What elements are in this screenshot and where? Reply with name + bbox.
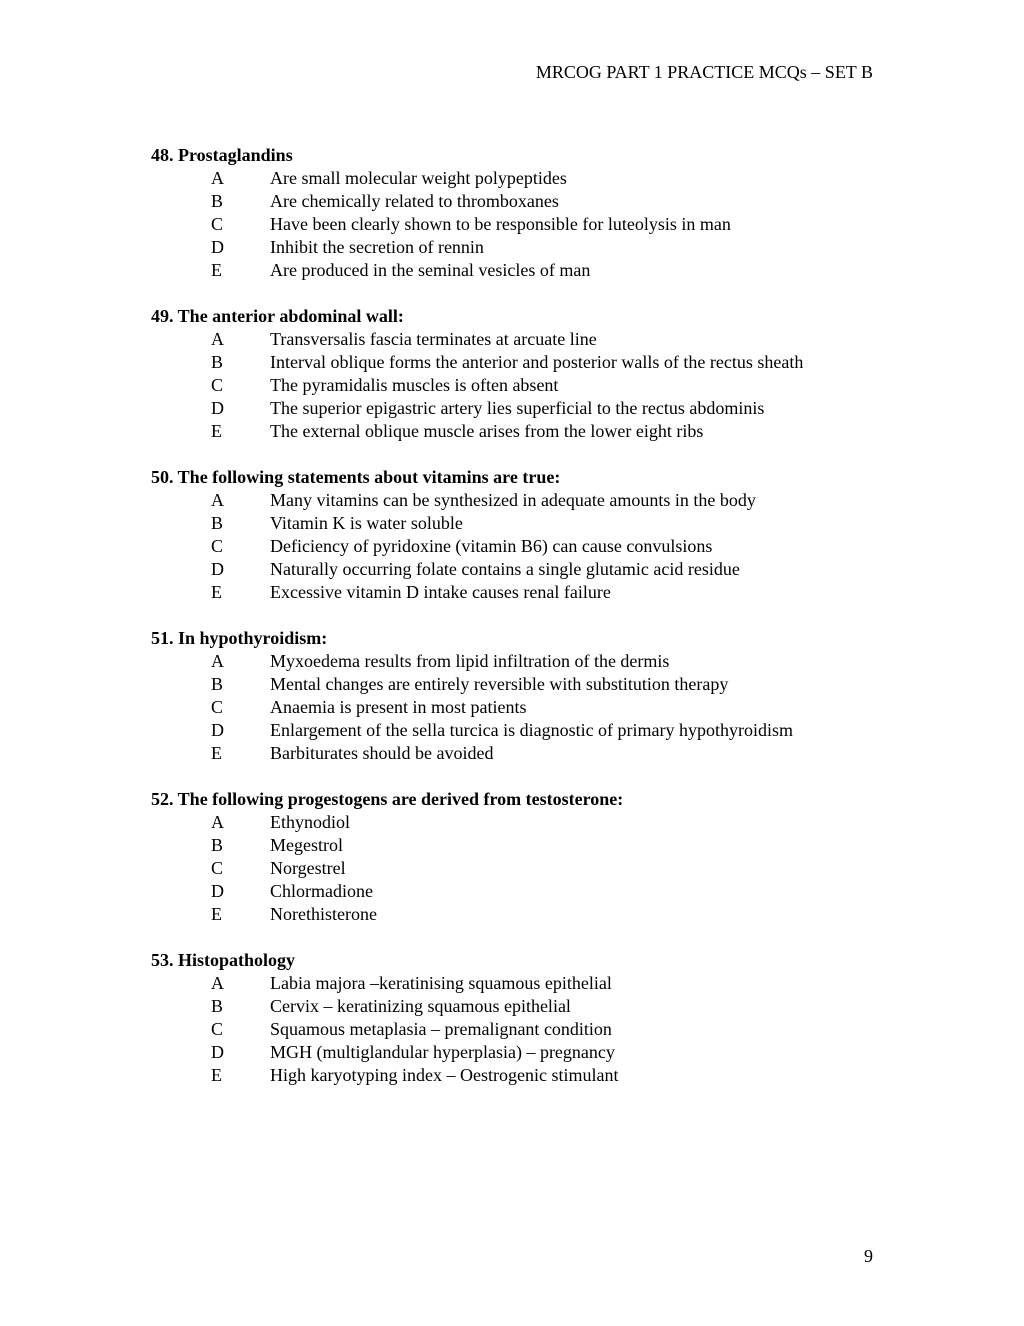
option-row <box>151 512 881 535</box>
option-row <box>151 397 881 420</box>
option-text: Transversalis fascia terminates at arcuate line <box>270 329 597 349</box>
question-53 <box>151 949 881 1087</box>
option-letter: E <box>211 904 222 924</box>
option-letter: D <box>211 1042 224 1062</box>
option-row <box>151 673 881 696</box>
option-letter: C <box>211 1019 224 1039</box>
option-row <box>151 328 881 351</box>
question-title: 52. The following progestogens are derived from testosterone: <box>151 789 624 809</box>
option-row <box>151 236 881 259</box>
option-row <box>151 972 881 995</box>
option-text: Many vitamins can be synthesized in adequate amounts in the body <box>270 490 756 510</box>
option-row <box>151 581 881 604</box>
option-text: MGH (multiglandular hyperplasia) – pregnancy <box>270 1042 615 1062</box>
option-row <box>151 1018 881 1041</box>
question-51 <box>151 627 881 765</box>
option-text: Vitamin K is water soluble <box>270 513 463 533</box>
option-letter: D <box>211 237 224 257</box>
question-50 <box>151 466 881 604</box>
option-text: Megestrol <box>270 835 343 855</box>
option-text: Barbiturates should be avoided <box>270 743 494 763</box>
question-52 <box>151 788 881 926</box>
option-letter: D <box>211 720 224 740</box>
option-text: Inhibit the secretion of rennin <box>270 237 484 257</box>
option-row <box>151 719 881 742</box>
option-text: Cervix – keratinizing squamous epithelial <box>270 996 571 1016</box>
question-title: 49. The anterior abdominal wall: <box>151 306 404 326</box>
option-text: Deficiency of pyridoxine (vitamin B6) can cause convulsions <box>270 536 713 556</box>
option-row <box>151 696 881 719</box>
question-49 <box>151 305 881 443</box>
option-letter: C <box>211 858 224 878</box>
option-row <box>151 903 881 926</box>
option-letter: C <box>211 214 224 234</box>
option-letter: B <box>211 674 224 694</box>
option-letter: A <box>211 973 224 993</box>
option-text: Squamous metaplasia – premalignant condition <box>270 1019 612 1039</box>
option-text: Myxoedema results from lipid infiltration of the dermis <box>270 651 670 671</box>
option-row <box>151 834 881 857</box>
option-row <box>151 995 881 1018</box>
option-text: Are produced in the seminal vesicles of man <box>270 260 591 280</box>
option-letter: A <box>211 651 224 671</box>
option-text: Norgestrel <box>270 858 346 878</box>
option-letter: B <box>211 513 224 533</box>
option-row <box>151 489 881 512</box>
option-text: Have been clearly shown to be responsible for luteolysis in man <box>270 214 731 234</box>
option-text: Norethisterone <box>270 904 377 924</box>
option-letter: B <box>211 835 224 855</box>
question-title: 51. In hypothyroidism: <box>151 628 328 648</box>
option-text: The pyramidalis muscles is often absent <box>270 375 559 395</box>
option-row <box>151 190 881 213</box>
option-letter: E <box>211 743 222 763</box>
question-list <box>151 144 881 1110</box>
question-title: 53. Histopathology <box>151 950 296 970</box>
option-letter: C <box>211 697 224 717</box>
option-row <box>151 650 881 673</box>
option-letter: A <box>211 329 224 349</box>
option-text: Enlargement of the sella turcica is diagnostic of primary hypothyroidism <box>270 720 794 740</box>
option-row <box>151 374 881 397</box>
option-letter: D <box>211 881 224 901</box>
option-row <box>151 558 881 581</box>
option-row <box>151 351 881 374</box>
option-row <box>151 811 881 834</box>
option-row <box>151 167 881 190</box>
option-text: Mental changes are entirely reversible with substitution therapy <box>270 674 729 694</box>
option-letter: C <box>211 375 224 395</box>
page-number: 9 <box>864 1246 873 1266</box>
option-letter: E <box>211 421 222 441</box>
question-48 <box>151 144 881 282</box>
option-row <box>151 213 881 236</box>
option-row <box>151 742 881 765</box>
option-letter: A <box>211 812 224 832</box>
option-text: Labia majora –keratinising squamous epithelial <box>270 973 612 993</box>
option-row <box>151 880 881 903</box>
option-text: Excessive vitamin D intake causes renal failure <box>270 582 611 602</box>
option-row <box>151 1064 881 1087</box>
option-row <box>151 1041 881 1064</box>
page-header: MRCOG PART 1 PRACTICE MCQs – SET B <box>535 62 873 82</box>
option-letter: E <box>211 1065 222 1085</box>
option-letter: C <box>211 536 224 556</box>
option-text: Naturally occurring folate contains a single glutamic acid residue <box>270 559 740 579</box>
option-text: Are chemically related to thromboxanes <box>270 191 559 211</box>
option-letter: A <box>211 490 224 510</box>
question-title: 48. Prostaglandins <box>151 145 293 165</box>
option-letter: B <box>211 996 224 1016</box>
option-text: Chlormadione <box>270 881 373 901</box>
option-letter: B <box>211 191 224 211</box>
option-text: The external oblique muscle arises from the lower eight ribs <box>270 421 704 441</box>
option-letter: D <box>211 398 224 418</box>
question-title: 50. The following statements about vitamins are true: <box>151 467 561 487</box>
option-letter: A <box>211 168 224 188</box>
option-text: Are small molecular weight polypeptides <box>270 168 567 188</box>
option-row <box>151 857 881 880</box>
option-text: The superior epigastric artery lies superficial to the rectus abdominis <box>270 398 765 418</box>
option-letter: E <box>211 260 222 280</box>
option-row <box>151 420 881 443</box>
option-row <box>151 535 881 558</box>
option-text: High karyotyping index – Oestrogenic stimulant <box>270 1065 619 1085</box>
option-letter: D <box>211 559 224 579</box>
option-text: Anaemia is present in most patients <box>270 697 527 717</box>
option-text: Ethynodiol <box>270 812 350 832</box>
option-text: Interval oblique forms the anterior and posterior walls of the rectus sheath <box>270 352 804 372</box>
option-letter: E <box>211 582 222 602</box>
option-letter: B <box>211 352 224 372</box>
option-row <box>151 259 881 282</box>
